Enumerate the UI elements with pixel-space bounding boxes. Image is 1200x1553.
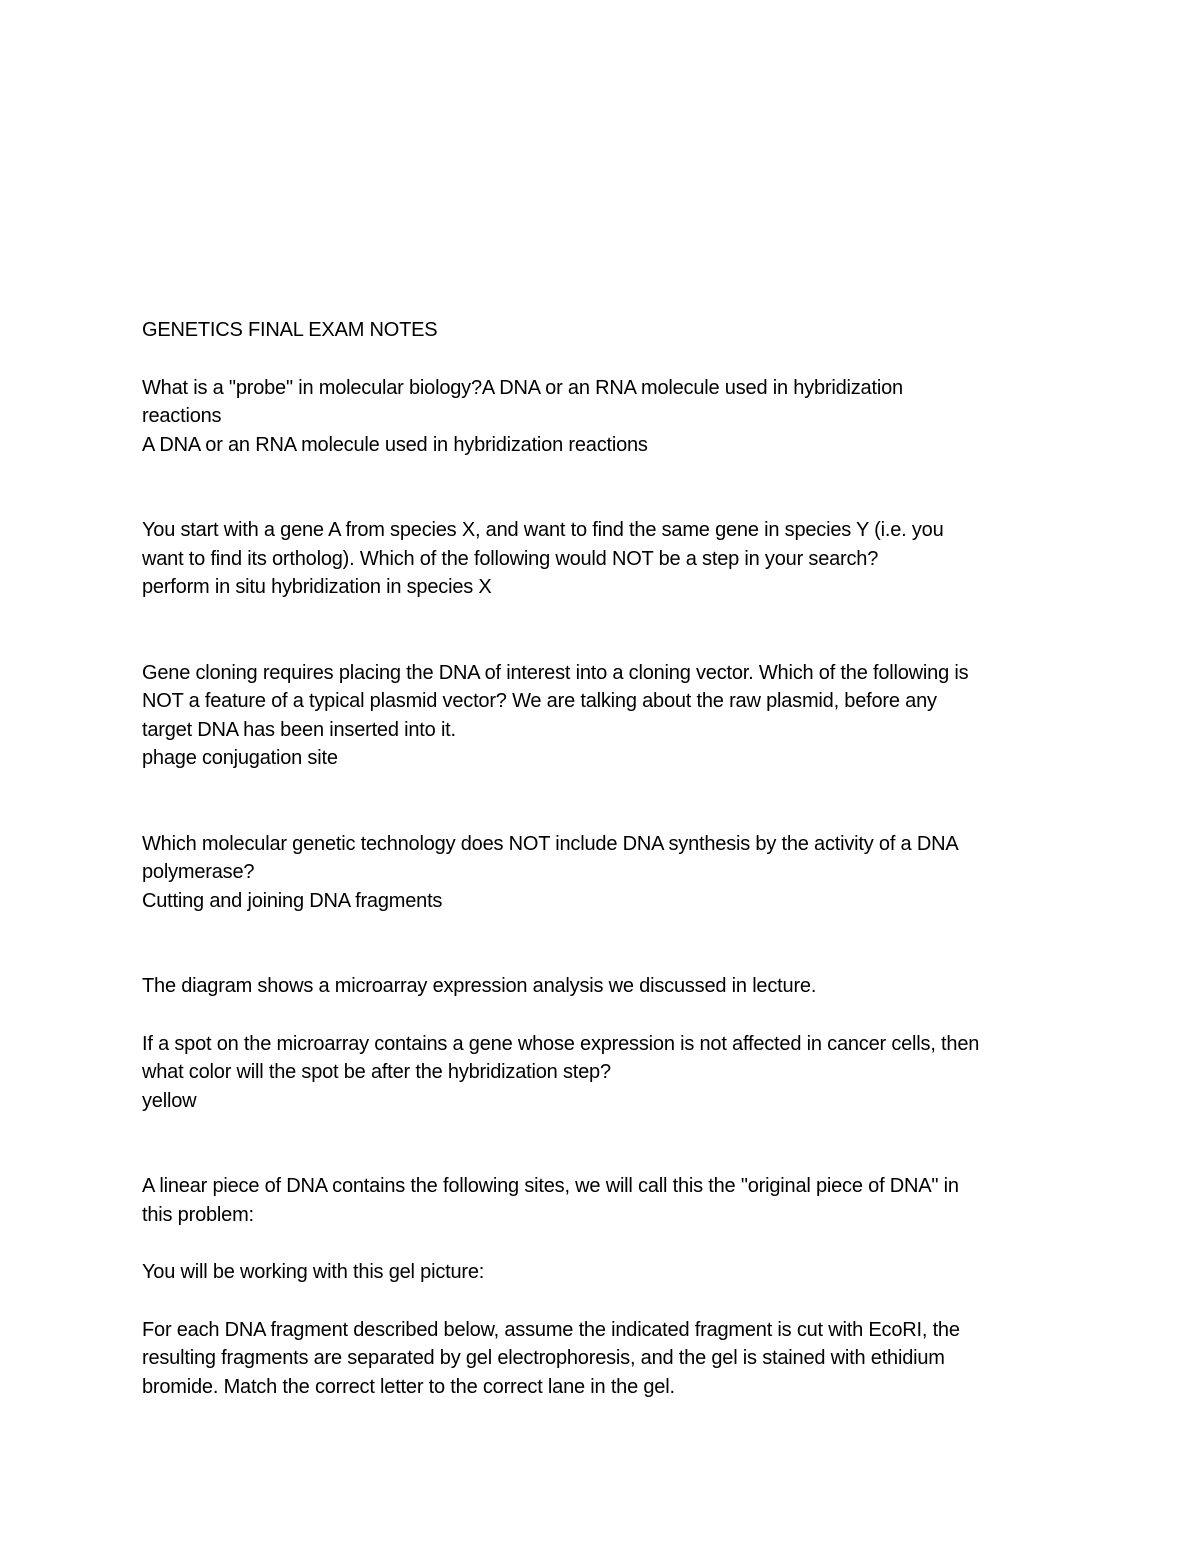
question-1-line-1: What is a "probe" in molecular biology?A DNA or an RNA molecule used in hybridization: [142, 376, 903, 399]
question-3-line-3: target DNA has been inserted into it.: [142, 718, 456, 741]
question-2-line-2: want to find its ortholog). Which of the following would NOT be a step in your search?: [142, 547, 879, 570]
spacer: [142, 773, 1072, 830]
question-1-line-2: reactions: [142, 405, 222, 427]
question-5-answer: yellow: [142, 1089, 197, 1112]
question-3-line-1: Gene cloning requires placing the DNA of interest into a cloning vector. Which of the following is: [142, 661, 969, 684]
document-body: [142, 316, 1072, 1401]
question-6-instruction-line-3: bromide. Match the correct letter to the correct lane in the gel.: [142, 1375, 675, 1398]
question-3-line-2: NOT a feature of a typical plasmid vector? We are talking about the raw plasmid, before any: [142, 690, 937, 712]
question-3-answer: phage conjugation site: [142, 747, 338, 769]
spacer: [142, 459, 1072, 516]
question-1-answer: A DNA or an RNA molecule used in hybridization reactions: [142, 433, 648, 456]
question-5-line-1: If a spot on the microarray contains a gene whose expression is not affected in cancer cells, then: [142, 1032, 980, 1055]
question-2-line-1: You start with a gene A from species X, and want to find the same gene in species Y (i.e. you: [142, 519, 944, 541]
spacer: [142, 915, 1072, 972]
question-5-line-2: what color will the spot be after the hybridization step?: [142, 1061, 611, 1083]
spacer: [142, 602, 1072, 659]
spacer: [142, 1115, 1072, 1172]
question-6-instruction-line-2: resulting fragments are separated by gel electrophoresis, and the gel is stained with ethidium: [142, 1347, 945, 1369]
question-6-gel-line: You will be working with this gel picture:: [142, 1261, 485, 1283]
question-6-instruction-line-1: For each DNA fragment described below, assume the indicated fragment is cut with EcoRI, the: [142, 1318, 960, 1341]
question-4-answer: Cutting and joining DNA fragments: [142, 889, 443, 912]
spacer: [142, 1287, 1072, 1316]
document-title: GENETICS FINAL EXAM NOTES: [142, 319, 438, 341]
spacer: [142, 1001, 1072, 1030]
question-6-intro-line-2: this problem:: [142, 1203, 254, 1226]
question-6-intro-line-1: A linear piece of DNA contains the following sites, we will call this the "original piece of DNA" in: [142, 1175, 959, 1197]
spacer: [142, 1229, 1072, 1258]
question-5-intro: The diagram shows a microarray expression analysis we discussed in lecture.: [142, 975, 817, 997]
question-4-line-2: polymerase?: [142, 861, 255, 883]
question-4-line-1: Which molecular genetic technology does NOT include DNA synthesis by the activity of a DNA: [142, 832, 959, 855]
question-2-answer: perform in situ hybridization in species X: [142, 576, 492, 598]
